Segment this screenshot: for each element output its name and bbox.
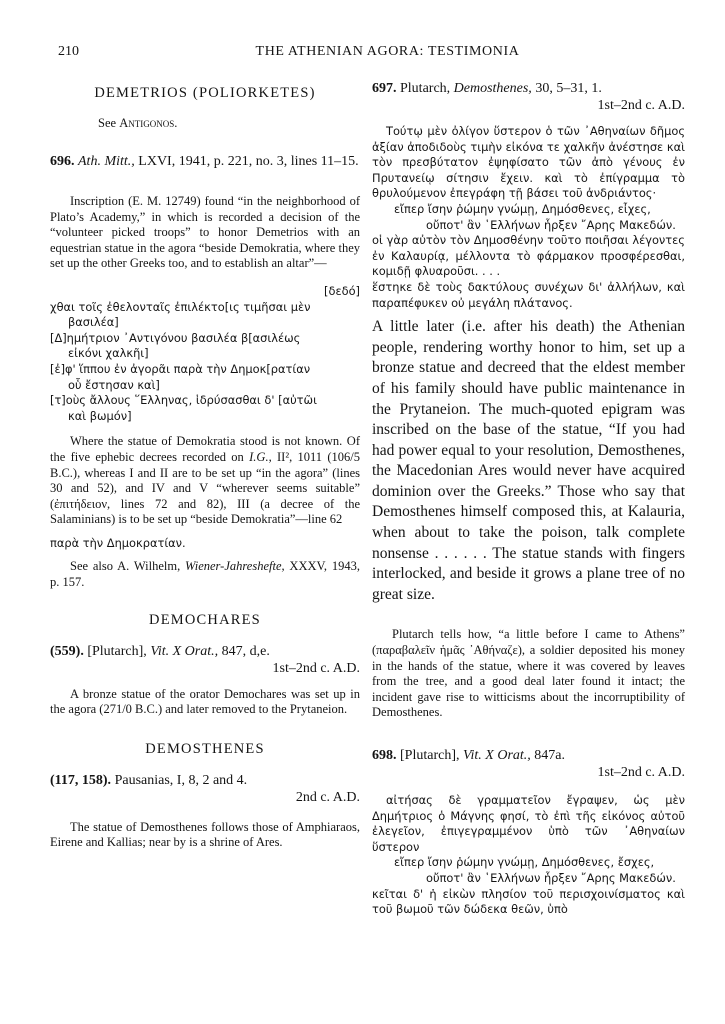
inscription-line: [δεδό] <box>324 283 360 298</box>
source-citation: LXVI, 1941, p. 221, no. 3, lines 11–15. <box>134 154 359 169</box>
see-also-journal: Wiener-Jahreshefte, <box>185 559 285 574</box>
entry-697 <box>372 80 685 114</box>
see-also-text: XXXV, 1943, p. 157. <box>50 559 360 590</box>
see-reference <box>50 115 360 131</box>
entry-date: 1st–2nd c. A.D. <box>597 98 685 113</box>
note-text: Where the statue of Demokratia stood is not known. Of the five ephebic decrees recorded on <box>50 434 360 464</box>
left-column <box>50 80 360 851</box>
source-author: Plutarch, <box>396 81 454 96</box>
inscription-line-a: [τ]οὺς ἄλλους ῞Ελληνας, ἱδρύσασθαι δ' [αὐτῶι <box>50 393 317 408</box>
section-heading-demochares: DEMOCHARES <box>149 611 261 628</box>
inscription-text <box>50 284 360 424</box>
note-text: II², 1011 (106/5 B.C.), whereas I and II are to be set up “in the agora” (lines 30 and 52), and IV and V “wherever seems suitable” (ἐπιτήδειον, lines 72 and 82), III (a decree of the Salaminians) is to be set up “beside Demokratia”—line 62 <box>50 449 360 527</box>
source-title: Vit. X Orat., <box>150 643 219 659</box>
entry-date: 1st–2nd c. A.D. <box>272 660 360 676</box>
page-number: 210 <box>58 44 79 59</box>
see-target: Antigonos. <box>119 116 178 130</box>
description-text: The statue of Demosthenes follows those of Amphiaraos, Eirene and Kallias; near by is a shrine of Ares. <box>50 819 360 850</box>
entry-number: 697. <box>372 81 397 96</box>
section-heading-demetrios: DEMETRIOS (POLIORKETES) <box>94 85 316 101</box>
entry-698-greek <box>372 793 685 918</box>
inscription-line <box>50 331 360 362</box>
right-column <box>372 80 685 918</box>
entry-559 <box>50 643 360 677</box>
inscription-line <box>50 362 360 393</box>
source-title: Ath. Mitt., <box>78 154 135 169</box>
epigram-line: εἴπερ ἴσην ῥώμην γνώμῃ, Δημόσθενες, εἶχες, <box>394 201 651 216</box>
description-text: A bronze statue of the orator Demochares was set up in the agora (271/0 B.C.) and later removed to the Prytaneion. <box>50 686 360 717</box>
running-title: THE ATHENIAN AGORA: TESTIMONIA <box>255 44 520 59</box>
inscription-line-a: [Δ]ημήτριον ᾿Αντιγόνου βασιλέα β[ασιλέως <box>50 330 301 345</box>
entry-number: (559). <box>50 643 84 659</box>
entry-559-description <box>50 687 360 718</box>
note-citation: I.G., <box>249 449 272 464</box>
inscription-line-b: εἰκόνι χαλκῆι] <box>68 346 149 361</box>
see-prefix: See <box>98 116 117 130</box>
section-heading-demosthenes: DEMOSTHENES <box>145 740 265 757</box>
entry-date: 2nd c. A.D. <box>295 789 360 805</box>
epigram-line: οὔποτ' ἂν ῾Ελλήνων ἦρξεν ῎Αρης Μακεδών. <box>426 217 676 232</box>
inscription-line-b: οὗ ἔστησαν καὶ] <box>68 377 160 392</box>
entry-696-description <box>50 194 360 272</box>
source-title: Vit. X Orat., <box>462 748 531 763</box>
entry-number: (117, 158). <box>50 772 112 788</box>
entry-117-description <box>50 820 360 851</box>
greek-paragraph: κεῖται δ' ἡ εἰκὼν πλησίον τοῦ περισχοινίσματος καὶ τοῦ βωμοῦ τῶν δώδεκα θεῶν, ὑπὸ <box>372 886 685 917</box>
entry-117-158 <box>50 772 360 806</box>
inscription-line-b: καὶ βωμόν] <box>68 408 132 423</box>
entry-696-see-also <box>50 559 360 590</box>
see-also-text: See also A. Wilhelm, <box>70 559 186 574</box>
inscription-line <box>50 300 360 331</box>
inscription-line <box>50 393 360 424</box>
entry-number: 696. <box>50 154 75 169</box>
epigram-line: εἴπερ ἴσην ῥώμην γνώμῃ, Δημόσθενες, ἔσχες, <box>394 855 655 870</box>
entry-697-note <box>372 627 685 721</box>
source-citation: 30, 5–31, 1. <box>531 81 602 96</box>
source-citation: Pausanias, I, 8, 2 and 4. <box>111 772 248 788</box>
source-author: [Plutarch], <box>396 748 463 763</box>
greek-paragraph: οἱ γὰρ αὐτὸν τὸν Δημοσθένην τοῦτο ποιῆσαι λέγοντες ἐν Καλαυρίᾳ, μέλλοντα τὸ φάρμακον προσφέρεσθαι, κομιδῇ φλυαροῦσι. . . . <box>372 233 685 279</box>
entry-number: 698. <box>372 748 397 763</box>
description-text: Inscription (E. M. 12749) found “in the neighborhood of Plato’s Academy,” in which is recorded a decision of the “volunteer picked troops” to honor Demetrios with an equestrian statue in the agora “beside Demokratia, where they set up the other Greeks too, and to establish an altar”— <box>50 194 360 271</box>
greek-paragraph: ἕστηκε δὲ τοὺς δακτύλους συνέχων δι' ἀλλήλων, καὶ παραπέφυκεν οὐ μεγάλη πλάτανος. <box>372 279 685 310</box>
source-citation: 847a. <box>530 748 565 763</box>
entry-697-greek <box>372 124 685 311</box>
epigram-line: οὔποτ' ἂν ῾Ελλήνων ἦρξεν ῎Αρης Μακεδών. <box>426 870 676 885</box>
inscription-line-a: χθαι τοῖς ἐθελονταῖς ἐπιλέκτο[ις τιμῆσαι μὲν <box>50 299 311 314</box>
note-text: Plutarch tells how, “a little before I came to Athens” (παραβαλεῖν ἡμᾶς ᾿Αθήναζε), a soldier deposited his money in the hands of the statue, where it was covered by leaves from the tree, and a good deal later found it intact; the incident gave rise to witticisms about the incorruptibility of Demosthenes. <box>372 627 685 720</box>
source-title: Demosthenes, <box>453 81 532 96</box>
entry-696 <box>50 153 360 170</box>
entry-698 <box>372 747 685 781</box>
greek-paragraph: Τούτῳ μὲν ὀλίγον ὕστερον ὁ τῶν ᾿Αθηναίων δῆμος ἀξίαν ἀποδιδοὺς τιμὴν εἰκόνα τε χαλκῆν ἀνέστησε καὶ τὸν πρεσβύτατον ἐψηφίσατο τῶν ἀπὸ γένους ἐν Πρυτανείῳ σίτησιν ἔχειν. καὶ τὸ ἐπίγραμμα τὸ θρυλούμενον ἐπεγράφη τῇ βάσει τοῦ ἀνδριάντος· <box>372 124 685 201</box>
entry-696-note <box>50 434 360 528</box>
entry-697-translation: A little later (i.e. after his death) the Athenian people, rendering worthy honor to him, set up a bronze statue and decreed that the eldest member of his family should have public maintenance in the Prytaneion. The much-quoted epigram was inscribed on the base of the statue, “If you had had power equal to your resolution, Demosthenes, the Macedonian Ares would never have acquired dominion over the Greeks.” Those who say that Demosthenes himself composed this, at Kalauria, when about to take the poison, talk complete nonsense . . . . . . The statue stands with fingers interlocked, and beside it grows a plane tree of no great size. <box>372 318 685 603</box>
source-citation: 847, d,e. <box>218 643 270 659</box>
entry-date: 1st–2nd c. A.D. <box>597 765 685 780</box>
source-author: [Plutarch], <box>83 643 151 659</box>
inscription-line-b: βασιλέα] <box>68 315 119 330</box>
greek-paragraph: αἰτήσας δὲ γραμματεῖον ἔγραψεν, ὡς μὲν Δημήτριος ὁ Μάγνης φησί, τὸ ἐπὶ τῆς εἰκόνος αὐτοῦ ἐλεγεῖον, ἐπιγεγραμμένον ὑπὸ τῶν ᾿Αθηναίων ὕστερον <box>372 793 685 854</box>
inscription-line-a: [ἐ]φ' ἵππου ἐν ἀγορᾶι παρὰ τὴν Δημοκ[ρατίαν <box>50 361 311 376</box>
greek-quote: παρὰ τὴν Δημοκρατίαν. <box>50 535 186 550</box>
running-head <box>58 44 667 62</box>
